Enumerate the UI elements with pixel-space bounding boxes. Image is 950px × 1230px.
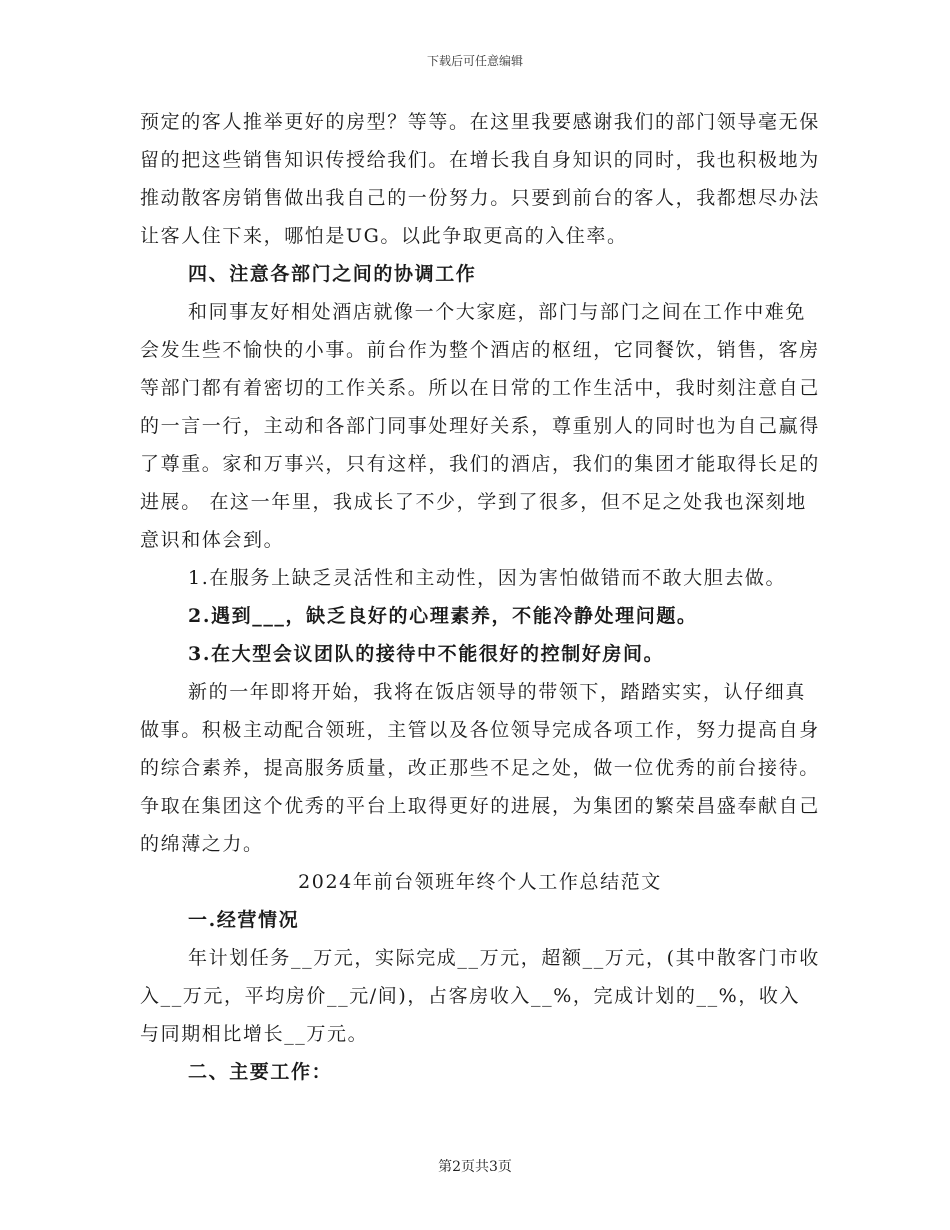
section-heading-coordination: 四、注意各部门之间的协调工作	[188, 263, 477, 285]
paragraph-operations: 年计划任务__万元，实际完成__万元，超额__万元，(其中散客门市收入__万元，平均房价__元/间)，占客房收入__%，完成计划的__%，收入与同期相比增长__万元。	[140, 947, 820, 1045]
article-title: 2024年前台领班年终个人工作总结范文	[298, 871, 662, 893]
paragraph-colleagues: 和同事友好相处酒店就像一个大家庭，部门与部门之间在工作中难免会发生些不愉快的小事。前台作为整个酒店的枢纽，它同餐饮，销售，客房等部门都有着密切的工作关系。所以在日常的工作生活中，我时刻注意自己的一言一行，主动和各部门同事处理好关系，尊重别人的同时也为自己赢得了尊重。家和万事兴，只有这样，我们的酒店，我们的集团才能取得长足的进展。 在这一年里，我成长了不少，学到了很多，但不足之处我也深刻地意识和体会到。	[140, 301, 820, 551]
paragraph-sales-knowledge: 预定的客人推举更好的房型？等等。在这里我要感谢我们的部门领导毫无保留的把这些销售知识传授给我们。在增长我自身知识的同时，我也积极地为推动散客房销售做出我自己的一份努力。只要到前台的客人，我都想尽办法让客人住下来，哪怕是UG。以此争取更高的入住率。	[140, 111, 820, 247]
section-heading-operations: 一.经营情况	[188, 909, 300, 931]
paragraph-new-year: 新的一年即将开始，我将在饭店领导的带领下，踏踏实实，认仔细真做事。积极主动配合领班，主管以及各位领导完成各项工作，努力提高自身的综合素养，提高服务质量，改正那些不足之处，做一位优秀的前台接待。争取在集团这个优秀的平台上取得更好的进展，为集团的繁荣昌盛奉献自己的绵薄之力。	[140, 681, 820, 855]
shortcoming-item-2: 2.遇到___，缺乏良好的心理素养，不能冷静处理问题。	[188, 605, 698, 627]
section-heading-main-work: 二、主要工作：	[188, 1061, 333, 1083]
page-number: 第2页共3页	[438, 1159, 512, 1175]
page-header: 下载后可任意编辑	[426, 54, 523, 68]
shortcoming-item-1: 1.在服务上缺乏灵活性和主动性，因为害怕做错而不敢大胆去做。	[188, 567, 787, 589]
shortcoming-item-3: 3.在大型会议团队的接待中不能很好的控制好房间。	[188, 643, 665, 665]
document-body	[140, 103, 820, 1091]
